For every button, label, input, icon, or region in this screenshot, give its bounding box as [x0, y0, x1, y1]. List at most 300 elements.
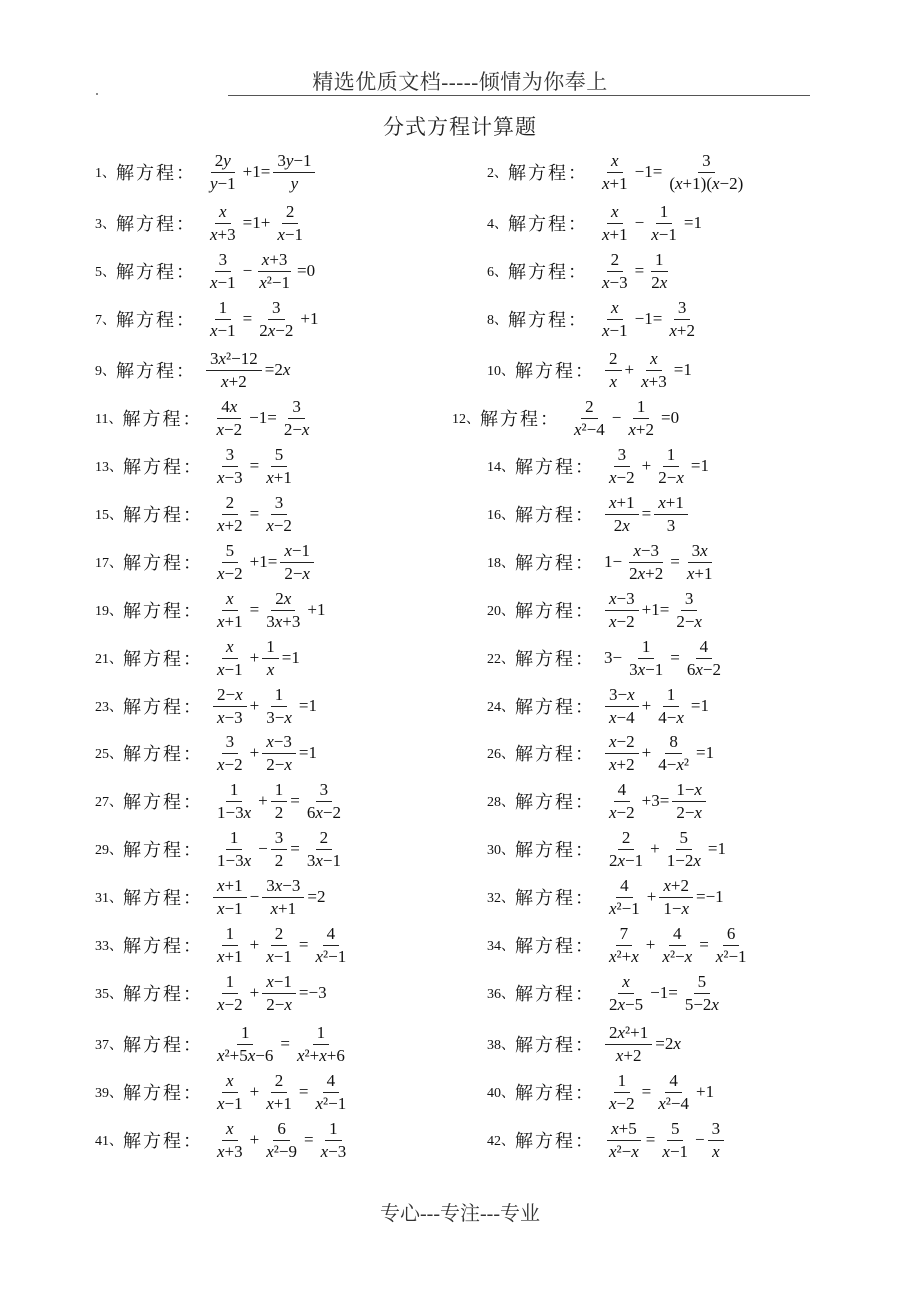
problem-label: [487, 306, 588, 332]
equation: [211, 1071, 352, 1114]
problem-label: [95, 453, 203, 479]
problem-item: [487, 247, 673, 295]
denominator: x−1: [266, 946, 292, 966]
equation-term: =: [290, 839, 300, 858]
problem-number: 34、: [487, 939, 515, 954]
equation-term: −: [258, 839, 268, 858]
problem-item: [95, 586, 326, 634]
numerator: x: [646, 349, 662, 371]
problem-item: [487, 921, 753, 969]
denominator: 3−x: [266, 707, 292, 727]
problem-number: 22、: [487, 652, 515, 667]
problem-label: [487, 1031, 595, 1057]
problem-number: 23、: [95, 700, 123, 715]
problem-instruction: 解方程：: [116, 310, 196, 330]
numerator: 4: [669, 924, 686, 946]
numerator: x−3: [262, 732, 296, 754]
problem-label: [487, 836, 595, 862]
denominator: x+3: [210, 224, 236, 244]
equation-term: +: [249, 743, 260, 762]
problem-item: [95, 1068, 352, 1116]
problem-instruction: 解方程：: [123, 744, 203, 764]
numerator: x: [607, 298, 623, 320]
equation-term: =: [303, 1130, 314, 1149]
fraction: [271, 780, 288, 823]
equation-term: =0: [660, 408, 680, 427]
numerator: 2y: [211, 151, 235, 173]
equation-term: =1: [683, 213, 702, 232]
equation: [568, 397, 680, 440]
fraction: [262, 493, 296, 536]
problem-instruction: 解方程：: [480, 409, 560, 429]
equation-term: −1=: [634, 162, 663, 181]
problem-instruction: 解方程：: [116, 163, 196, 183]
equation: [603, 1023, 682, 1066]
numerator: 3: [708, 1119, 725, 1141]
problem-item: [95, 1020, 351, 1068]
problem-number: 4、: [487, 217, 508, 232]
problem-label: [95, 549, 203, 575]
denominator: 2−x: [283, 419, 310, 439]
problem-label: [95, 405, 202, 431]
problem-number: 15、: [95, 508, 123, 523]
problem-label: [487, 788, 595, 814]
numerator: 1: [222, 924, 239, 946]
numerator: 3: [271, 493, 288, 515]
problem-label: [487, 357, 595, 383]
denominator: 2x−1: [609, 850, 644, 870]
equation-term: +1=: [249, 552, 278, 571]
problem-label: [487, 159, 588, 185]
denominator: 4−x: [658, 707, 684, 727]
problem-instruction: 解方程：: [515, 888, 595, 908]
denominator: 4−x²: [658, 754, 689, 774]
numerator: 8: [665, 732, 682, 754]
problem-number: 11、: [95, 412, 123, 427]
equation-term: =1: [298, 696, 317, 715]
denominator: 2−x: [284, 563, 310, 583]
numerator: x+5: [607, 1119, 641, 1141]
problem-instruction: 解方程：: [515, 792, 595, 812]
equation-term: =1+: [242, 213, 271, 232]
problem-number: 8、: [487, 313, 508, 328]
problem-instruction: 解方程：: [123, 457, 203, 477]
denominator: x−1: [210, 320, 236, 340]
denominator: 2−x: [676, 802, 702, 822]
fraction: [605, 828, 647, 871]
equation-term: =: [670, 552, 680, 571]
problem-instruction: 解方程：: [508, 262, 588, 282]
fraction: [637, 349, 671, 392]
problem-item: [487, 148, 749, 196]
equation-term: −: [249, 887, 260, 906]
denominator: 1−3x: [217, 850, 252, 870]
problem-label: [95, 306, 196, 332]
equation: [603, 972, 725, 1015]
denominator: x+2: [669, 320, 695, 340]
equation-term: −1=: [634, 309, 663, 328]
fraction: [213, 1023, 277, 1066]
fraction: [206, 250, 240, 293]
fraction: [605, 1023, 652, 1066]
numerator: 2x²+1: [605, 1023, 652, 1045]
fraction: [303, 780, 345, 823]
denominator: x+2: [609, 754, 635, 774]
problem-item: [95, 777, 347, 825]
denominator: x+1: [266, 1093, 292, 1113]
fraction: [303, 828, 345, 871]
problem-label: [487, 597, 595, 623]
fraction: [213, 1071, 247, 1114]
numerator: 5: [694, 972, 711, 994]
fraction: [213, 445, 247, 488]
fraction: [605, 685, 639, 728]
equation: [210, 397, 315, 440]
denominator: x−2: [609, 1093, 635, 1113]
denominator: x−2: [609, 611, 635, 631]
problem-item: [487, 442, 710, 490]
fraction: [206, 202, 240, 245]
problem-item: [95, 199, 309, 247]
equation: [603, 589, 708, 632]
equation-term: +1=: [242, 162, 271, 181]
equation-term: =: [249, 456, 260, 475]
fraction: [625, 637, 667, 680]
equation-term: =1: [281, 648, 300, 667]
numerator: 2: [282, 202, 299, 224]
problem-label: [452, 405, 560, 431]
equation-term: +: [249, 648, 260, 667]
problem-label: [95, 884, 203, 910]
equation-term: −: [695, 1130, 705, 1149]
equation: [211, 493, 298, 536]
numerator: x: [222, 1119, 238, 1141]
numerator: x+2: [659, 876, 693, 898]
denominator: x+1: [602, 173, 628, 193]
numerator: x+3: [258, 250, 292, 272]
numerator: 2: [222, 493, 239, 515]
equation: [603, 349, 693, 392]
denominator: x+1: [217, 946, 243, 966]
problem-number: 36、: [487, 987, 515, 1002]
fraction: [262, 685, 296, 728]
equation: [603, 876, 725, 919]
equation-term: +: [641, 696, 652, 715]
problem-label: [487, 258, 588, 284]
denominator: x²+x: [609, 946, 639, 966]
numerator: x−1: [262, 972, 296, 994]
equation-term: =2x: [655, 1034, 681, 1053]
numerator: 2: [581, 397, 598, 419]
numerator: 7: [616, 924, 633, 946]
denominator: x+1: [266, 467, 292, 487]
problem-item: [95, 1116, 352, 1164]
problem-label: [487, 884, 595, 910]
problem-instruction: 解方程：: [515, 601, 595, 621]
problem-item: [452, 394, 680, 442]
equation: [211, 1023, 351, 1066]
fraction: [659, 876, 693, 919]
numerator: 1: [226, 828, 243, 850]
numerator: 2x: [271, 589, 295, 611]
problem-label: [95, 357, 196, 383]
problem-instruction: 解方程：: [515, 840, 595, 860]
denominator: x²−1: [259, 272, 290, 292]
fraction: [213, 589, 247, 632]
equation-term: +: [249, 696, 260, 715]
problem-item: [95, 873, 326, 921]
fraction: [654, 1071, 693, 1114]
denominator: x+1: [686, 563, 713, 583]
problem-item: [487, 295, 701, 343]
page-title: 分式方程计算题: [383, 115, 537, 139]
fraction: [605, 732, 639, 775]
fraction: [273, 202, 307, 245]
numerator: x+1: [654, 493, 688, 515]
problem-item: [95, 394, 315, 442]
fraction: [605, 876, 644, 919]
problem-number: 13、: [95, 460, 123, 475]
denominator: x−1: [217, 659, 243, 679]
numerator: 2: [605, 349, 622, 371]
problem-label: [95, 1031, 203, 1057]
denominator: x²−1: [609, 898, 640, 918]
fraction: [681, 972, 723, 1015]
fraction: [262, 445, 296, 488]
equation-term: =1: [298, 743, 317, 762]
problem-instruction: 解方程：: [123, 553, 203, 573]
equation-term: +1=: [641, 600, 670, 619]
equation-term: =: [249, 600, 260, 619]
fraction: [213, 876, 247, 919]
numerator: 3y−1: [273, 151, 315, 173]
fraction: [605, 349, 622, 392]
equation: [211, 924, 352, 967]
page-header: 精选优质文档-----倾情为你奉上: [312, 70, 608, 94]
denominator: x−1: [662, 1141, 689, 1161]
numerator: 3: [271, 828, 288, 850]
denominator: x²−9: [266, 1141, 297, 1161]
numerator: 6: [723, 924, 740, 946]
numerator: 2−x: [213, 685, 247, 707]
problem-item: [487, 682, 710, 730]
equation-term: −: [634, 213, 645, 232]
problem-item: [487, 490, 690, 538]
numerator: x: [215, 202, 231, 224]
problem-label: [487, 1079, 595, 1105]
equation-term: =1: [707, 839, 726, 858]
fraction: [663, 828, 705, 871]
fraction: [605, 445, 639, 488]
problem-label: [95, 836, 203, 862]
problem-item: [95, 634, 301, 682]
numerator: 2: [316, 828, 333, 850]
equation: [204, 151, 317, 194]
problem-label: [95, 740, 203, 766]
denominator: 2x+2: [629, 563, 664, 583]
denominator: x−1: [651, 224, 677, 244]
numerator: x−1: [280, 541, 314, 563]
denominator: x−3: [602, 272, 628, 292]
numerator: 4: [665, 1071, 682, 1093]
denominator: (x+1)(x−2): [669, 173, 744, 193]
problem-instruction: 解方程：: [123, 1083, 203, 1103]
fraction: [605, 972, 647, 1015]
equation: [211, 780, 347, 823]
equation: [211, 637, 301, 680]
equation: [211, 1119, 352, 1162]
numerator: 5: [222, 541, 239, 563]
equation: [204, 298, 319, 341]
problem-item: [487, 1068, 715, 1116]
equation: [603, 780, 708, 823]
problem-instruction: 解方程：: [508, 214, 588, 234]
problem-instruction: 解方程：: [515, 505, 595, 525]
equation-term: =−1: [695, 887, 724, 906]
equation-term: +: [650, 839, 660, 858]
equation: [596, 202, 703, 245]
denominator: 1−x: [663, 898, 689, 918]
fraction: [293, 1023, 349, 1066]
problem-number: 21、: [95, 652, 123, 667]
problem-label: [487, 932, 595, 958]
numerator: 1: [663, 445, 680, 467]
problem-label: [95, 980, 203, 1006]
equation-term: +3=: [641, 791, 670, 810]
denominator: 2x: [613, 515, 630, 535]
problem-instruction: 解方程：: [123, 505, 203, 525]
equation-term: =: [634, 261, 645, 280]
problem-number: 30、: [487, 843, 515, 858]
fraction: [624, 397, 658, 440]
denominator: x+2: [615, 1045, 642, 1065]
denominator: x−4: [609, 707, 635, 727]
problem-item: [487, 825, 727, 873]
fraction: [605, 1071, 639, 1114]
numerator: 5: [271, 445, 288, 467]
denominator: 3: [666, 515, 676, 535]
denominator: x²−4: [658, 1093, 689, 1113]
problem-number: 33、: [95, 939, 123, 954]
problem-number: 6、: [487, 265, 508, 280]
numerator: 4: [323, 924, 340, 946]
problem-number: 9、: [95, 364, 116, 379]
problem-number: 10、: [487, 364, 515, 379]
problem-number: 16、: [487, 508, 515, 523]
denominator: x+3: [641, 371, 667, 391]
equation: [211, 732, 318, 775]
fraction: [213, 828, 255, 871]
problem-instruction: 解方程：: [515, 361, 595, 381]
equation-term: =: [641, 504, 652, 523]
problem-item: [487, 1116, 726, 1164]
equation-term: +: [641, 456, 652, 475]
numerator: 2: [607, 250, 624, 272]
equation: [603, 685, 710, 728]
equation-term: +: [249, 1082, 260, 1101]
equation: [211, 972, 328, 1015]
fraction: [213, 1119, 247, 1162]
problem-number: 28、: [487, 795, 515, 810]
denominator: 2−x: [676, 611, 702, 631]
problem-item: [95, 921, 352, 969]
denominator: x: [609, 371, 618, 391]
fraction: [213, 493, 247, 536]
fraction: [213, 732, 247, 775]
problem-label: [487, 549, 595, 575]
fraction: [262, 876, 304, 919]
numerator: x−2: [605, 732, 639, 754]
problem-label: [487, 645, 595, 671]
numerator: x: [222, 1071, 238, 1093]
fraction: [665, 151, 747, 194]
fraction: [570, 397, 609, 440]
equation: [603, 1119, 726, 1162]
equation: [211, 445, 298, 488]
denominator: x²−1: [315, 1093, 347, 1113]
equation-term: =: [280, 1034, 290, 1053]
numerator: 3: [215, 250, 232, 272]
problem-label: [487, 210, 588, 236]
problem-instruction: 解方程：: [123, 792, 203, 812]
equation-term: −1=: [650, 983, 678, 1002]
denominator: x−2: [217, 994, 243, 1014]
denominator: 2−x: [658, 467, 684, 487]
problem-item: [95, 969, 328, 1017]
denominator: x−2: [609, 467, 635, 487]
equation: [211, 541, 316, 584]
numerator: 3: [681, 589, 698, 611]
denominator: x²+x+6: [296, 1045, 345, 1065]
problem-label: [95, 597, 203, 623]
problem-label: [487, 1127, 595, 1153]
problem-label: [487, 693, 595, 719]
equation: [603, 493, 690, 536]
numerator: x: [618, 972, 634, 994]
fraction: [605, 1119, 643, 1162]
problem-number: 2、: [487, 166, 508, 181]
problem-instruction: 解方程：: [515, 697, 595, 717]
denominator: 3x+3: [266, 611, 301, 631]
problem-item: [95, 825, 347, 873]
problem-instruction: 解方程：: [515, 936, 595, 956]
problem-number: 35、: [95, 987, 123, 1002]
numerator: x−3: [605, 589, 639, 611]
equation: [603, 637, 727, 680]
denominator: 3x−1: [306, 850, 341, 870]
fraction: [212, 397, 246, 440]
denominator: 3x−1: [629, 659, 664, 679]
fraction: [658, 1119, 692, 1162]
problem-instruction: 解方程：: [123, 601, 203, 621]
denominator: 2: [274, 850, 284, 870]
fraction: [213, 541, 247, 584]
numerator: 2: [271, 1071, 288, 1093]
problem-label: [95, 501, 203, 527]
equation-term: +: [258, 791, 268, 810]
numerator: 3: [268, 298, 285, 320]
problem-instruction: 解方程：: [123, 697, 203, 717]
equation: [603, 1071, 715, 1114]
fraction: [213, 972, 247, 1015]
problem-number: 42、: [487, 1134, 515, 1149]
problem-instruction: 解方程：: [123, 649, 203, 669]
denominator: x+1: [602, 224, 628, 244]
denominator: x−1: [602, 320, 628, 340]
denominator: x²−x: [662, 946, 693, 966]
numerator: 3−x: [605, 685, 639, 707]
fraction: [598, 151, 632, 194]
